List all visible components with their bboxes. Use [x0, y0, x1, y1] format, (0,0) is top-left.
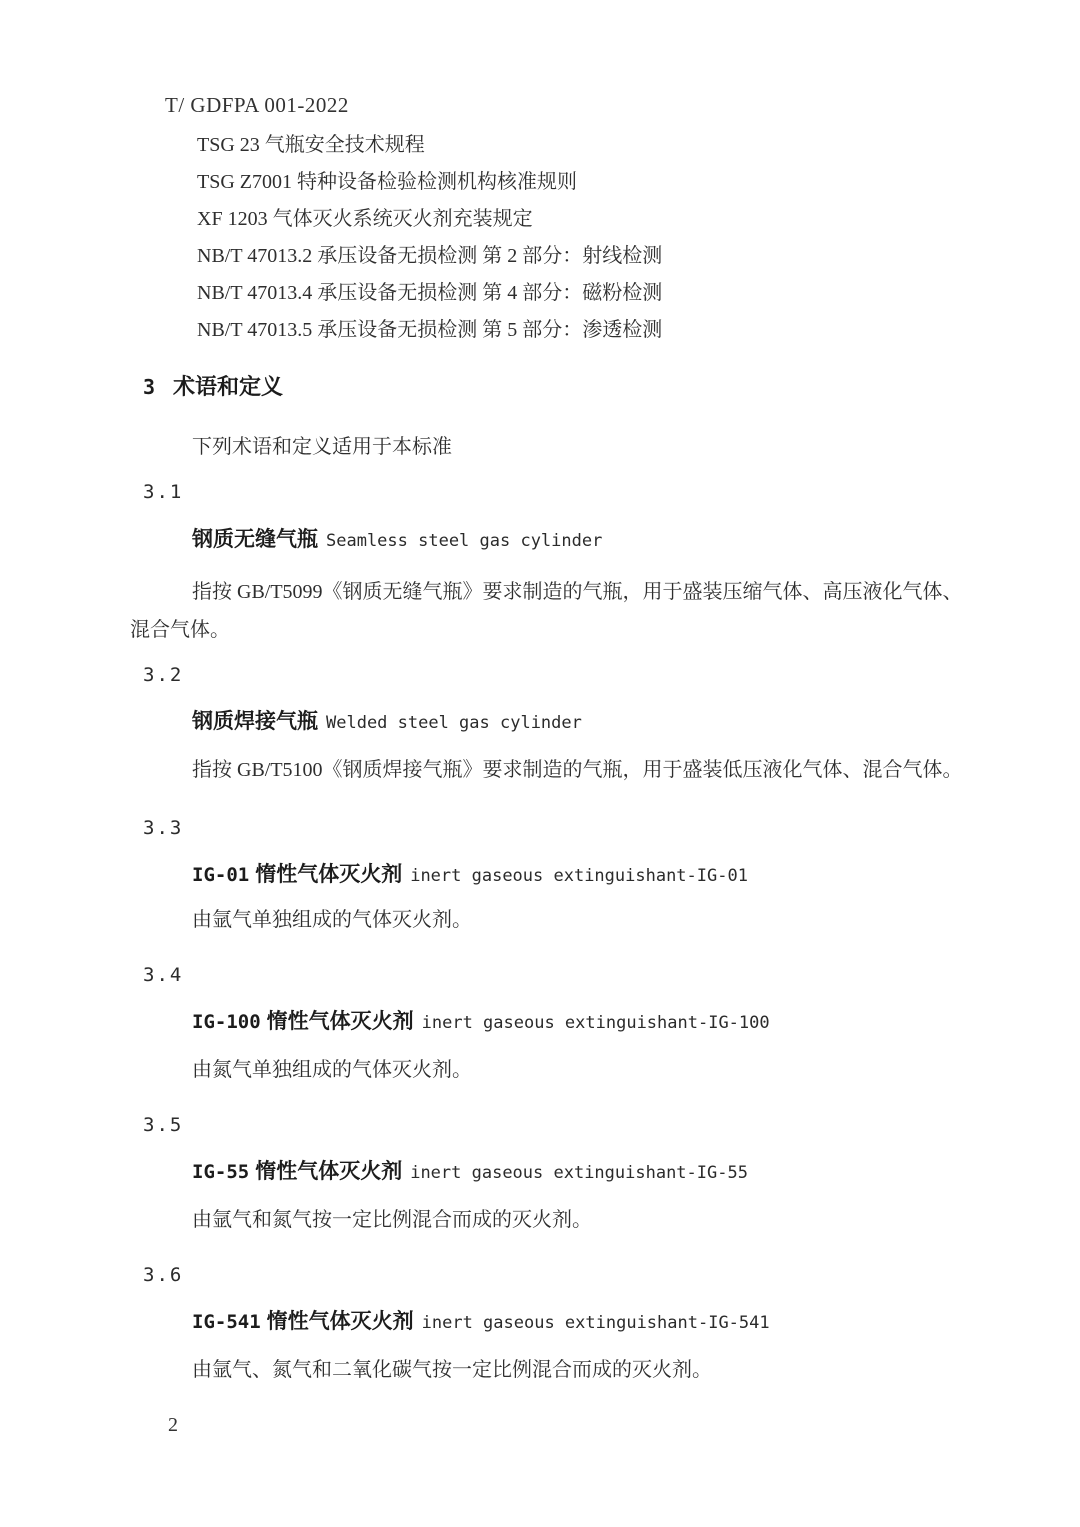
term-heading: [192, 1003, 770, 1043]
term-name-en: Welded steel gas cylinder: [326, 713, 582, 733]
term-name-en: inert gaseous extinguishant-IG-55: [410, 1163, 748, 1183]
reference-item: XF 1203 气体灭火系统灭火剂充装规定: [197, 208, 533, 230]
term-definition: 由氩气和氮气按一定比例混合而成的灭火剂。: [192, 1209, 592, 1231]
term-heading: [192, 521, 602, 561]
references-list: [197, 127, 662, 349]
term-code: IG-01: [192, 864, 250, 886]
reference-item: NB/T 47013.2 承压设备无损检测 第 2 部分：射线检测: [197, 245, 663, 267]
clause-number: 3.2: [143, 664, 184, 686]
clause-number: 3.5: [143, 1114, 184, 1136]
term-name-zh: 惰性气体灭火剂: [266, 1310, 414, 1333]
term-definition: 由氮气单独组成的气体灭火剂。: [192, 1059, 472, 1081]
term-code: IG-55: [192, 1161, 250, 1183]
term-heading: [192, 1153, 748, 1193]
section-intro: 下列术语和定义适用于本标准: [192, 436, 452, 458]
clause-number: 3.6: [143, 1264, 184, 1286]
term-heading: [192, 703, 582, 743]
term-heading: [192, 1303, 770, 1343]
term-code: IG-100: [192, 1011, 261, 1033]
section-heading: [143, 368, 283, 406]
term-name-zh: 钢质无缝气瓶: [192, 528, 318, 551]
term-definition: 由氩气、氮气和二氧化碳气按一定比例混合而成的灭火剂。: [192, 1359, 712, 1381]
document-header: T/ GDFPA 001-2022: [165, 93, 349, 117]
term-definition: 指按 GB/T5100《钢质焊接气瓶》要求制造的气瓶，用于盛装低压液化气体、混合气体。: [192, 759, 963, 781]
term-name-en: inert gaseous extinguishant-IG-01: [410, 866, 748, 886]
term-name-en: inert gaseous extinguishant-IG-100: [421, 1013, 770, 1033]
term-name-zh: 惰性气体灭火剂: [255, 863, 403, 886]
section-title: 术语和定义: [173, 374, 284, 399]
term-definition: 指按 GB/T5099《钢质无缝气瓶》要求制造的气瓶，用于盛装压缩气体、高压液化气体、混合气体。: [130, 581, 963, 641]
clause-number: 3.4: [143, 964, 184, 986]
page-number: 2: [168, 1414, 178, 1436]
term-heading: [192, 856, 748, 896]
reference-item: NB/T 47013.4 承压设备无损检测 第 4 部分：磁粉检测: [197, 282, 663, 304]
reference-item: NB/T 47013.5 承压设备无损检测 第 5 部分：渗透检测: [197, 319, 663, 341]
clause-number: 3.3: [143, 817, 184, 839]
section-number: 3: [143, 375, 156, 399]
clause-number: 3.1: [143, 481, 184, 503]
term-name-en: Seamless steel gas cylinder: [326, 531, 603, 551]
reference-item: TSG 23 气瓶安全技术规程: [197, 134, 425, 156]
term-definition: 由氩气单独组成的气体灭火剂。: [192, 909, 472, 931]
term-name-zh: 惰性气体灭火剂: [255, 1160, 403, 1183]
term-name-zh: 惰性气体灭火剂: [266, 1010, 414, 1033]
reference-item: TSG Z7001 特种设备检验检测机构核准规则: [197, 171, 577, 193]
term-code: IG-541: [192, 1311, 261, 1333]
term-name-zh: 钢质焊接气瓶: [192, 710, 318, 733]
term-name-en: inert gaseous extinguishant-IG-541: [421, 1313, 770, 1333]
